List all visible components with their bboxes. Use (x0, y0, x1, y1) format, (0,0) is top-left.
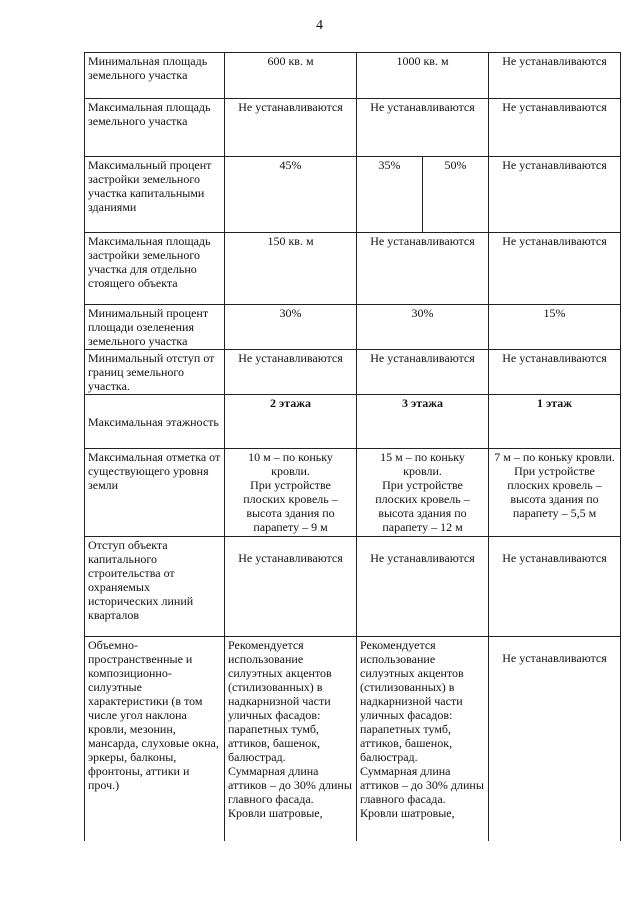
table-row (85, 305, 621, 350)
cell-zone-3: 1 этаж (489, 395, 621, 449)
row-label: Максимальный процент застройки земельного участка капитальными зданиями (85, 157, 225, 233)
cell-zone-1: Рекомендуется использование силуэтных акцентов (стилизованных) в надкарнизной части уличных фасадов: парапетных тумб, аттиков, башенок, балюстрад. Суммарная длина аттиков – до 30% длины главного фасада. Кровли шатровые, (225, 637, 357, 841)
row-label: Минимальный процент площади озеленения земельного участка (85, 305, 225, 350)
cell-zone-3: Не устанавливаются (489, 350, 621, 395)
cell-zone-1: 2 этажа (225, 395, 357, 449)
page-number: 4 (316, 18, 323, 33)
row-label: Максимальная площадь земельного участка (85, 99, 225, 157)
row-label: Максимальная отметка от существующего уровня земли (85, 449, 225, 537)
cell-zone-2: 1000 кв. м (357, 53, 489, 99)
cell-zone-3: 7 м – по коньку кровли. При устройстве плоских кровель – высота здания по парапету – 5,5 м (489, 449, 621, 537)
row-label: Максимальная площадь застройки земельного участка для отдельно стоящего объекта (85, 233, 225, 305)
cell-zone-3: Не устанавливаются (489, 537, 621, 637)
cell-zone-3: Не устанавливаются (489, 157, 621, 233)
cell-zone-2: Не устанавливаются (357, 99, 489, 157)
cell-zone-1: 45% (225, 157, 357, 233)
cell-zone-3: 15% (489, 305, 621, 350)
table-row (85, 99, 621, 157)
table-row (85, 350, 621, 395)
cell-zone-2: Не устанавливаются (357, 350, 489, 395)
cell-zone-1: 600 кв. м (225, 53, 357, 99)
table-row (85, 449, 621, 537)
cell-zone-3: Не устанавливаются (489, 99, 621, 157)
table-row (85, 637, 621, 841)
parameters-table (84, 52, 621, 841)
cell-zone-1: Не устанавливаются (225, 537, 357, 637)
row-label: Объемно-пространственные и композиционно-силуэтные характеристики (в том числе угол наклона кровли, мезонин, мансарда, слуховые окна, эркеры, балконы, фронтоны, аттики и проч.) (85, 637, 225, 841)
table-row (85, 537, 621, 637)
row-label: Отступ объекта капитального строительства от охраняемых исторических линий кварталов (85, 537, 225, 637)
cell-zone-1: 150 кв. м (225, 233, 357, 305)
cell-zone-1: Не устанавливаются (225, 99, 357, 157)
cell-zone-1: 10 м – по коньку кровли. При устройстве плоских кровель – высота здания по парапету – 9 м (225, 449, 357, 537)
cell-zone-2: Не устанавливаются (357, 233, 489, 305)
cell-zone-2: Рекомендуется использование силуэтных акцентов (стилизованных) в надкарнизной части уличных фасадов: парапетных тумб, аттиков, башенок, балюстрад. Суммарная длина аттиков – до 30% длины главного фасада. Кровли шатровые, (357, 637, 489, 841)
table-row (85, 53, 621, 99)
cell-zone-1: Не устанавливаются (225, 350, 357, 395)
cell-zone-2a: 35% (357, 157, 423, 233)
cell-zone-2: 15 м – по коньку кровли. При устройстве плоских кровель – высота здания по парапету – 12 м (357, 449, 489, 537)
cell-zone-1: 30% (225, 305, 357, 350)
row-label: Максимальная этажность (85, 395, 225, 449)
cell-zone-2: 30% (357, 305, 489, 350)
cell-zone-3: Не устанавливаются (489, 53, 621, 99)
cell-zone-2b: 50% (423, 157, 489, 233)
row-label: Минимальный отступ от границ земельного участка. (85, 350, 225, 395)
table-row (85, 395, 621, 449)
cell-zone-3: Не устанавливаются (489, 637, 621, 841)
table-row (85, 233, 621, 305)
row-label: Минимальная площадь земельного участка (85, 53, 225, 99)
cell-zone-2: Не устанавливаются (357, 537, 489, 637)
cell-zone-2: 3 этажа (357, 395, 489, 449)
table-row (85, 157, 621, 233)
cell-zone-3: Не устанавливаются (489, 233, 621, 305)
